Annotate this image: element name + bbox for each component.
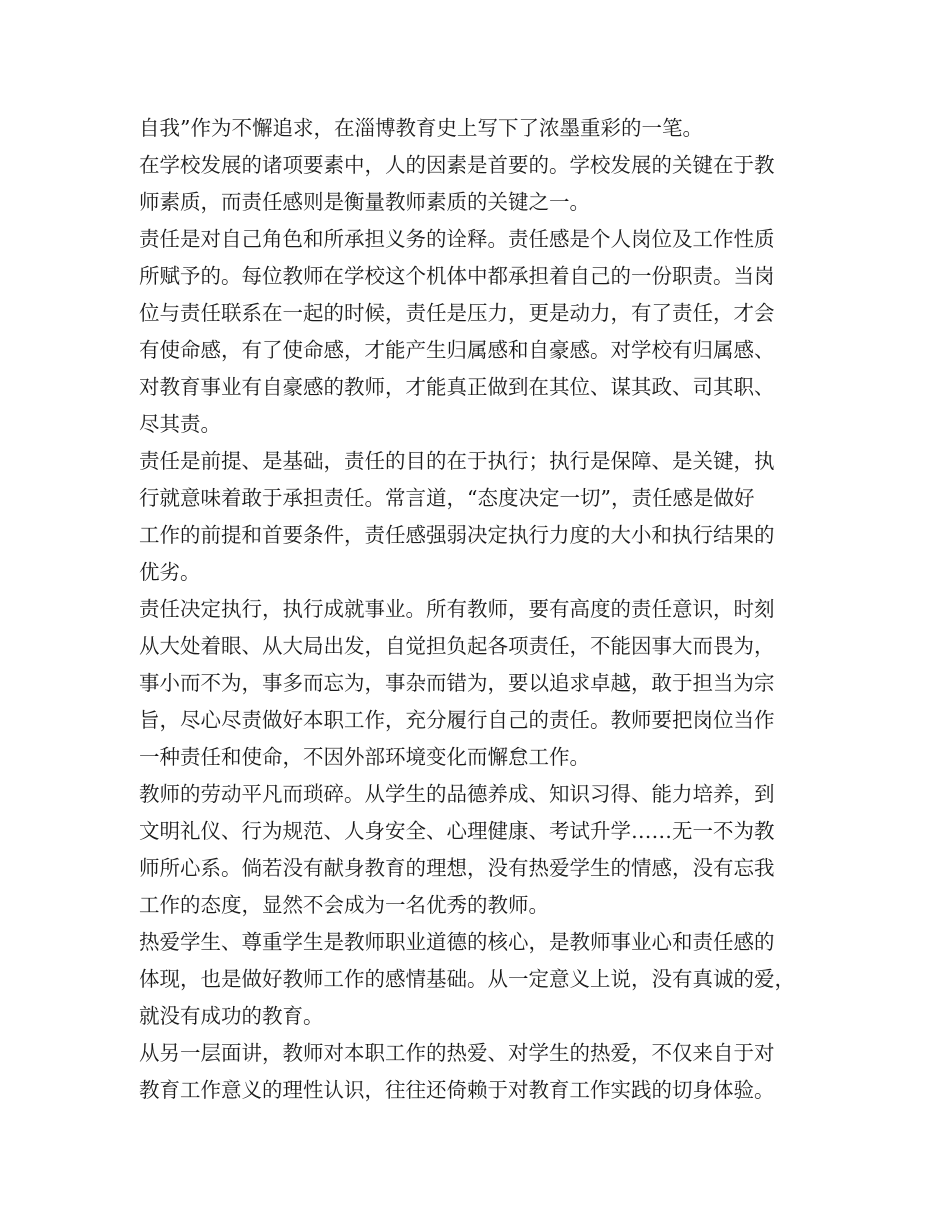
paragraph: 在学校发展的诸项要素中，人的因素是首要的。学校发展的关键在于教 师素质，而责任感则是衡量教师素质的关键之一。 — [139, 153, 775, 214]
paragraph: 热爱学生、尊重学生是教师职业道德的核心，是教师事业心和责任感的 体现，也是做好教师工作的感情基础。从一定意义上说，没有真诚的爱， 就没有成功的教育。 — [139, 930, 795, 1028]
paragraph: 从另一层面讲，教师对本职工作的热爱、对学生的热爱，不仅来自于对 教育工作意义的理性认识，往往还倚赖于对教育工作实践的切身体验。 — [139, 1041, 775, 1102]
paragraph: 责任是对自己角色和所承担义务的诠释。责任感是个人岗位及工作性质 所赋予的。每位教师在学校这个机体中都承担着自己的一份职责。当岗 位与责任联系在一起的时候，责任是压力，更是动力，有了责任，才会 有使命感，有了使命感，才能产生归属感和自豪感。对学校有归属感、 对教育事业有自豪感的教师，才能真正做到在其位、谋其政、司其职、 尽其责。 — [139, 227, 775, 436]
paragraph: 责任决定执行，执行成就事业。所有教师，要有高度的责任意识，时刻 从大处着眼、从大局出发，自觉担负起各项责任，不能因事大而畏为， 事小而不为，事多而忘为，事杂而错为，要以追求卓越，敢于担当为宗 旨，尽心尽责做好本职工作，充分履行自己的责任。教师要把岗位当作 一种责任和使命，不因外部环境变化而懈怠工作。 — [139, 597, 775, 769]
paragraph: 教师的劳动平凡而琐碎。从学生的品德养成、知识习得、能力培养，到 文明礼仪、行为规范、人身安全、心理健康、考试升学……无一不为教 师所心系。倘若没有献身教育的理想，没有热爱学生的情感，没有忘我 工作的态度，显然不会成为一名优秀的教师。 — [139, 782, 775, 917]
document-body — [139, 110, 829, 1109]
paragraph: 责任是前提、是基础，责任的目的在于执行；执行是保障、是关键，执 行就意味着敢于承担责任。常言道，“态度决定一切”，责任感是做好 工作的前提和首要条件，责任感强弱决定执行力度的大小和执行结果的 优劣。 — [139, 449, 775, 584]
paragraph: 自我”作为不懈追求，在淄博教育史上写下了浓墨重彩的一笔。 — [139, 116, 703, 140]
